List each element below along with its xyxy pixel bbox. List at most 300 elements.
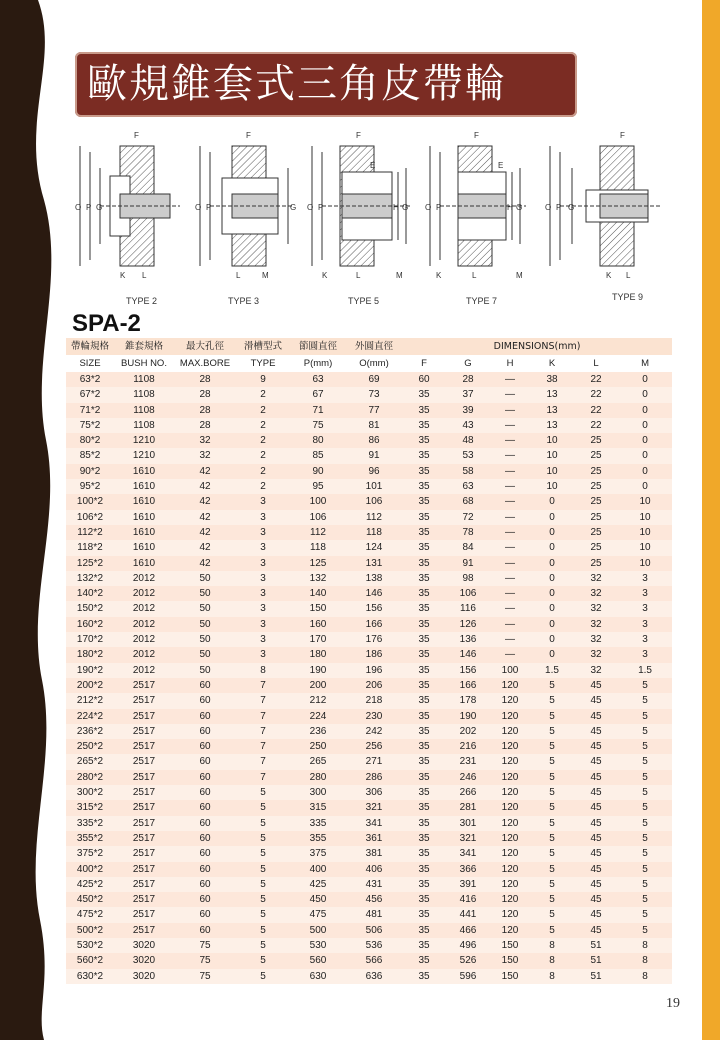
- table-cell: 5: [618, 724, 672, 739]
- table-row: [66, 953, 672, 968]
- table-cell: 5: [618, 816, 672, 831]
- table-cell: 3: [236, 601, 290, 616]
- table-cell: 170: [290, 632, 346, 647]
- table-cell: 75: [174, 969, 236, 984]
- table-cell: 131: [346, 556, 402, 571]
- table-cell: 224*2: [66, 709, 114, 724]
- label-g: G: [568, 203, 575, 212]
- table-cell: 50: [174, 586, 236, 601]
- table-cell: 0: [530, 617, 574, 632]
- table-cell: 3: [236, 647, 290, 662]
- table-cell: 630: [290, 969, 346, 984]
- table-cell: 2517: [114, 724, 174, 739]
- table-cell: 10: [618, 510, 672, 525]
- table-cell: 246: [446, 770, 490, 785]
- table-cell: 106*2: [66, 510, 114, 525]
- table-cell: 5: [236, 831, 290, 846]
- type-label-2: TYPE 2: [126, 296, 158, 306]
- table-row: [66, 709, 672, 724]
- table-row: [66, 724, 672, 739]
- label-p: P: [556, 203, 562, 212]
- table-cell: 2012: [114, 632, 174, 647]
- table-cell: 42: [174, 494, 236, 509]
- table-cell: 42: [174, 464, 236, 479]
- label-f: F: [246, 131, 251, 140]
- table-cell: 150: [290, 601, 346, 616]
- table-cell: 5: [530, 831, 574, 846]
- table-cell: 22: [574, 387, 618, 402]
- table-cell: 1210: [114, 448, 174, 463]
- table-cell: 42: [174, 525, 236, 540]
- table-cell: 3020: [114, 953, 174, 968]
- table-cell: 32: [174, 433, 236, 448]
- header-row-english: [66, 355, 672, 372]
- table-cell: 60: [174, 877, 236, 892]
- table-cell: 166: [446, 678, 490, 693]
- table-cell: 8: [618, 953, 672, 968]
- table-cell: 5: [618, 739, 672, 754]
- table-cell: 250*2: [66, 739, 114, 754]
- diagram-type-3: [195, 131, 296, 306]
- table-cell: 7: [236, 678, 290, 693]
- table-row: [66, 556, 672, 571]
- table-cell: 45: [574, 739, 618, 754]
- label-h: H: [507, 203, 513, 212]
- table-cell: 3: [618, 617, 672, 632]
- table-row: [66, 464, 672, 479]
- table-row: [66, 479, 672, 494]
- table-cell: 25: [574, 510, 618, 525]
- label-l: L: [626, 271, 631, 280]
- header-m: M: [618, 355, 672, 372]
- table-cell: —: [490, 556, 530, 571]
- table-cell: 35: [402, 816, 446, 831]
- table-row: [66, 800, 672, 815]
- table-cell: 132*2: [66, 571, 114, 586]
- table-cell: —: [490, 571, 530, 586]
- table-cell: 8: [530, 938, 574, 953]
- table-cell: 150: [490, 938, 530, 953]
- table-cell: 10: [618, 494, 672, 509]
- table-cell: 2517: [114, 739, 174, 754]
- table-cell: 3: [236, 540, 290, 555]
- table-cell: —: [490, 494, 530, 509]
- table-cell: 224: [290, 709, 346, 724]
- table-cell: 2517: [114, 846, 174, 861]
- table-cell: 22: [574, 403, 618, 418]
- table-cell: 45: [574, 693, 618, 708]
- table-cell: 63: [446, 479, 490, 494]
- table-cell: 1610: [114, 494, 174, 509]
- table-cell: 35: [402, 433, 446, 448]
- table-cell: 98: [446, 571, 490, 586]
- left-decorative-border: [0, 0, 60, 1040]
- table-cell: 212: [290, 693, 346, 708]
- table-cell: 0: [618, 403, 672, 418]
- table-cell: 3020: [114, 938, 174, 953]
- table-cell: 500: [290, 923, 346, 938]
- table-cell: 0: [530, 556, 574, 571]
- table-cell: 5: [236, 862, 290, 877]
- table-cell: 2: [236, 418, 290, 433]
- table-row: [66, 617, 672, 632]
- table-cell: 35: [402, 754, 446, 769]
- table-cell: 335*2: [66, 816, 114, 831]
- table-cell: 86: [346, 433, 402, 448]
- table-cell: 496: [446, 938, 490, 953]
- header-cn-outer: 外圓直徑: [346, 338, 402, 355]
- table-cell: 236: [290, 724, 346, 739]
- table-cell: 28: [446, 372, 490, 387]
- header-o: O(mm): [346, 355, 402, 372]
- table-cell: 406: [346, 862, 402, 877]
- label-f: F: [474, 131, 479, 140]
- header-bush-no: BUSH NO.: [114, 355, 174, 372]
- table-cell: 5: [530, 800, 574, 815]
- label-p: P: [436, 203, 442, 212]
- table-cell: 8: [530, 953, 574, 968]
- table-cell: 45: [574, 846, 618, 861]
- table-cell: 560*2: [66, 953, 114, 968]
- table-cell: 1610: [114, 464, 174, 479]
- table-cell: 1610: [114, 556, 174, 571]
- table-cell: 60: [174, 923, 236, 938]
- table-row: [66, 678, 672, 693]
- table-cell: 63: [290, 372, 346, 387]
- spec-table-body: [66, 372, 672, 984]
- table-cell: 5: [530, 770, 574, 785]
- table-cell: 28: [174, 372, 236, 387]
- label-p: P: [206, 203, 212, 212]
- table-cell: 5: [236, 785, 290, 800]
- table-cell: 441: [446, 907, 490, 922]
- table-cell: 32: [574, 601, 618, 616]
- table-row: [66, 877, 672, 892]
- table-cell: 60: [174, 754, 236, 769]
- table-cell: 5: [618, 923, 672, 938]
- table-cell: 5: [618, 678, 672, 693]
- table-cell: 2517: [114, 831, 174, 846]
- table-cell: 0: [530, 586, 574, 601]
- table-cell: 5: [530, 846, 574, 861]
- table-cell: 60: [174, 907, 236, 922]
- table-row: [66, 892, 672, 907]
- table-cell: 0: [618, 418, 672, 433]
- table-cell: 42: [174, 540, 236, 555]
- table-cell: 91: [346, 448, 402, 463]
- table-cell: 140: [290, 586, 346, 601]
- table-cell: 2517: [114, 923, 174, 938]
- table-cell: 1108: [114, 403, 174, 418]
- table-cell: 35: [402, 892, 446, 907]
- table-cell: 60: [174, 862, 236, 877]
- table-cell: 35: [402, 785, 446, 800]
- table-cell: 60: [174, 892, 236, 907]
- table-cell: 170*2: [66, 632, 114, 647]
- table-cell: 120: [490, 923, 530, 938]
- table-cell: 60: [174, 816, 236, 831]
- table-cell: 190*2: [66, 663, 114, 678]
- table-row: [66, 494, 672, 509]
- label-o: O: [307, 203, 314, 212]
- table-cell: 5: [236, 938, 290, 953]
- table-cell: 3: [618, 571, 672, 586]
- table-cell: 5: [236, 907, 290, 922]
- table-cell: 466: [446, 923, 490, 938]
- table-cell: 7: [236, 693, 290, 708]
- table-cell: 450*2: [66, 892, 114, 907]
- table-cell: 43: [446, 418, 490, 433]
- table-cell: 51: [574, 969, 618, 984]
- type-label-3: TYPE 3: [228, 296, 260, 306]
- header-cn-type: 滑槽型式: [236, 338, 290, 355]
- table-cell: 5: [618, 785, 672, 800]
- table-cell: 150: [490, 953, 530, 968]
- table-cell: 69: [346, 372, 402, 387]
- table-cell: 5: [618, 800, 672, 815]
- label-e: E: [370, 161, 376, 170]
- table-cell: 3: [236, 525, 290, 540]
- label-p: P: [86, 203, 92, 212]
- table-cell: 60: [174, 693, 236, 708]
- table-cell: 60: [174, 724, 236, 739]
- right-accent-bar: [702, 0, 720, 1040]
- table-cell: 71: [290, 403, 346, 418]
- table-cell: 120: [490, 892, 530, 907]
- table-cell: 5: [236, 846, 290, 861]
- table-cell: 231: [446, 754, 490, 769]
- table-cell: 80*2: [66, 433, 114, 448]
- table-cell: 32: [574, 663, 618, 678]
- table-cell: 10: [618, 540, 672, 555]
- table-cell: 112: [290, 525, 346, 540]
- table-cell: 35: [402, 953, 446, 968]
- table-cell: 481: [346, 907, 402, 922]
- table-cell: 355*2: [66, 831, 114, 846]
- header-dimensions: DIMENSIONS(mm): [402, 338, 672, 355]
- header-type: TYPE: [236, 355, 290, 372]
- table-cell: 530*2: [66, 938, 114, 953]
- table-cell: 78: [446, 525, 490, 540]
- table-cell: 35: [402, 678, 446, 693]
- table-cell: 120: [490, 862, 530, 877]
- table-cell: 45: [574, 816, 618, 831]
- table-cell: 8: [618, 938, 672, 953]
- table-cell: 1210: [114, 433, 174, 448]
- table-cell: —: [490, 372, 530, 387]
- table-cell: 560: [290, 953, 346, 968]
- label-m: M: [516, 271, 523, 280]
- diagram-type-2: [75, 131, 180, 306]
- table-cell: 636: [346, 969, 402, 984]
- table-cell: 280: [290, 770, 346, 785]
- table-cell: 0: [618, 464, 672, 479]
- table-cell: 2012: [114, 617, 174, 632]
- table-cell: 120: [490, 800, 530, 815]
- table-cell: 35: [402, 617, 446, 632]
- table-cell: 45: [574, 754, 618, 769]
- table-cell: 118*2: [66, 540, 114, 555]
- table-row: [66, 601, 672, 616]
- table-cell: 596: [446, 969, 490, 984]
- table-cell: 0: [530, 571, 574, 586]
- table-cell: 236*2: [66, 724, 114, 739]
- table-cell: 0: [530, 540, 574, 555]
- label-e: E: [498, 161, 504, 170]
- header-max-bore: MAX.BORE: [174, 355, 236, 372]
- table-cell: 45: [574, 709, 618, 724]
- table-cell: 500*2: [66, 923, 114, 938]
- table-cell: 80: [290, 433, 346, 448]
- label-l: L: [472, 271, 477, 280]
- table-cell: 160*2: [66, 617, 114, 632]
- table-cell: 13: [530, 387, 574, 402]
- table-cell: 0: [618, 387, 672, 402]
- table-cell: —: [490, 647, 530, 662]
- table-cell: 35: [402, 540, 446, 555]
- table-cell: 106: [446, 586, 490, 601]
- table-cell: —: [490, 540, 530, 555]
- table-cell: 2517: [114, 754, 174, 769]
- table-row: [66, 923, 672, 938]
- table-cell: 166: [346, 617, 402, 632]
- table-cell: 45: [574, 678, 618, 693]
- table-cell: 2012: [114, 601, 174, 616]
- table-cell: 218: [346, 693, 402, 708]
- table-cell: 60: [174, 739, 236, 754]
- label-h: H: [393, 203, 399, 212]
- table-cell: 286: [346, 770, 402, 785]
- header-l: L: [574, 355, 618, 372]
- table-cell: 35: [402, 938, 446, 953]
- table-cell: 120: [490, 785, 530, 800]
- table-cell: 0: [618, 372, 672, 387]
- table-cell: 35: [402, 448, 446, 463]
- table-row: [66, 785, 672, 800]
- table-cell: 200*2: [66, 678, 114, 693]
- table-cell: 68: [446, 494, 490, 509]
- table-cell: 2012: [114, 586, 174, 601]
- table-cell: 120: [490, 693, 530, 708]
- table-cell: 35: [402, 739, 446, 754]
- table-cell: 140*2: [66, 586, 114, 601]
- table-cell: 425*2: [66, 877, 114, 892]
- table-cell: —: [490, 510, 530, 525]
- table-cell: 5: [530, 693, 574, 708]
- table-cell: 5: [236, 923, 290, 938]
- table-cell: 202: [446, 724, 490, 739]
- table-cell: 112*2: [66, 525, 114, 540]
- table-cell: 48: [446, 433, 490, 448]
- table-row: [66, 571, 672, 586]
- table-cell: 2: [236, 387, 290, 402]
- table-cell: 475*2: [66, 907, 114, 922]
- table-cell: 355: [290, 831, 346, 846]
- table-cell: 90: [290, 464, 346, 479]
- table-cell: —: [490, 403, 530, 418]
- table-cell: 35: [402, 556, 446, 571]
- header-cn-bush: 錐套規格: [114, 338, 174, 355]
- table-cell: 35: [402, 846, 446, 861]
- table-cell: 5: [530, 724, 574, 739]
- table-cell: 566: [346, 953, 402, 968]
- table-cell: 5: [618, 754, 672, 769]
- table-cell: 242: [346, 724, 402, 739]
- table-cell: 416: [446, 892, 490, 907]
- table-cell: 5: [530, 754, 574, 769]
- table-cell: 306: [346, 785, 402, 800]
- table-cell: 375*2: [66, 846, 114, 861]
- table-cell: 0: [618, 448, 672, 463]
- table-row: [66, 907, 672, 922]
- table-cell: 0: [618, 479, 672, 494]
- table-cell: 3: [618, 647, 672, 662]
- table-cell: 35: [402, 647, 446, 662]
- table-cell: 5: [236, 816, 290, 831]
- table-cell: 25: [574, 433, 618, 448]
- table-cell: 265: [290, 754, 346, 769]
- table-cell: 200: [290, 678, 346, 693]
- table-cell: 2: [236, 448, 290, 463]
- label-l: L: [142, 271, 147, 280]
- table-cell: 301: [446, 816, 490, 831]
- table-cell: 400: [290, 862, 346, 877]
- table-cell: 32: [174, 448, 236, 463]
- table-cell: 3: [618, 601, 672, 616]
- table-cell: 5: [530, 709, 574, 724]
- table-cell: 5: [236, 892, 290, 907]
- table-cell: 60: [174, 785, 236, 800]
- table-cell: 0: [618, 433, 672, 448]
- table-cell: 120: [490, 754, 530, 769]
- table-cell: 35: [402, 831, 446, 846]
- table-cell: 100: [490, 663, 530, 678]
- table-cell: 0: [530, 525, 574, 540]
- table-cell: 118: [346, 525, 402, 540]
- table-cell: 39: [446, 403, 490, 418]
- table-cell: 5: [530, 877, 574, 892]
- table-cell: —: [490, 387, 530, 402]
- table-cell: 35: [402, 663, 446, 678]
- table-cell: 120: [490, 709, 530, 724]
- table-cell: 400*2: [66, 862, 114, 877]
- table-cell: 10: [618, 556, 672, 571]
- table-cell: 25: [574, 494, 618, 509]
- table-row: [66, 510, 672, 525]
- table-cell: 10: [530, 479, 574, 494]
- table-cell: 32: [574, 617, 618, 632]
- table-cell: 75: [290, 418, 346, 433]
- table-cell: 120: [490, 831, 530, 846]
- table-row: [66, 846, 672, 861]
- table-cell: 280*2: [66, 770, 114, 785]
- table-cell: 2012: [114, 647, 174, 662]
- table-cell: 160: [290, 617, 346, 632]
- table-cell: 335: [290, 816, 346, 831]
- type-label-9: TYPE 9: [612, 292, 644, 302]
- table-cell: 206: [346, 678, 402, 693]
- table-cell: 35: [402, 877, 446, 892]
- table-cell: 5: [236, 953, 290, 968]
- table-cell: 35: [402, 969, 446, 984]
- table-row: [66, 632, 672, 647]
- table-cell: 156: [446, 663, 490, 678]
- table-cell: 101: [346, 479, 402, 494]
- table-cell: 35: [402, 632, 446, 647]
- table-cell: 5: [530, 907, 574, 922]
- table-row: [66, 770, 672, 785]
- table-row: [66, 969, 672, 984]
